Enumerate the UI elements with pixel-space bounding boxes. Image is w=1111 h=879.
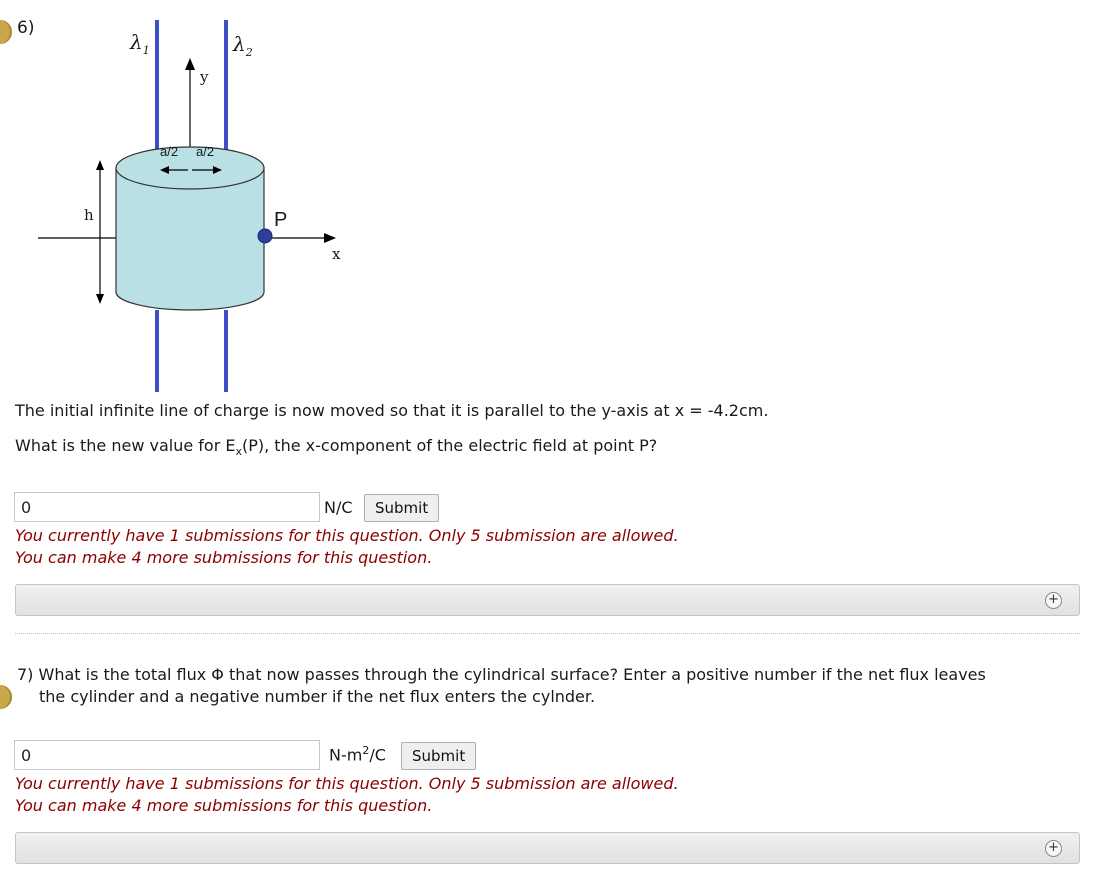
hint-panel[interactable] xyxy=(15,832,1080,864)
answer-input[interactable] xyxy=(14,740,320,770)
answer-input[interactable] xyxy=(14,492,320,522)
x-axis-label: x xyxy=(332,245,341,263)
submission-remaining-message: You can make 4 more submissions for this question. xyxy=(15,796,433,815)
submission-remaining-message: You can make 4 more submissions for this question. xyxy=(15,548,433,567)
point-p-label: P xyxy=(274,209,288,231)
lambda2-label: $\lambda_2$ xyxy=(233,32,253,59)
question-text: The initial infinite line of charge is now moved so that it is parallel to the y-axis at x = -4.2cm. xyxy=(15,401,769,420)
question-text-line1: What is the total flux Φ that now passes through the cylindrical surface? Enter a positive number if the net flux leaves xyxy=(38,665,986,684)
unit-label: N/C xyxy=(324,498,353,517)
question-number: 7) xyxy=(17,665,34,684)
question-number: 6) xyxy=(17,18,35,38)
h-label: h xyxy=(84,206,94,224)
submission-count-message: You currently have 1 submissions for this question. Only 5 submission are allowed. xyxy=(15,774,679,793)
submit-button[interactable]: Submit xyxy=(364,494,439,522)
question-text-line2: the cylinder and a negative number if the net flux enters the cylnder. xyxy=(39,687,596,706)
submission-count-message: You currently have 1 submissions for this question. Only 5 submission are allowed. xyxy=(15,526,679,545)
question-text-2: What is the new value for $E_x(P)$, the x-component of the electric field at point P? xyxy=(15,436,658,459)
plus-circle-icon[interactable]: + xyxy=(1045,592,1062,609)
x-axis-arrow xyxy=(324,233,336,243)
a-half-right-label: a/2 xyxy=(196,144,215,159)
divider xyxy=(15,633,1080,634)
y-axis-label: y xyxy=(200,68,209,86)
point-p xyxy=(258,229,272,243)
question-marker-icon xyxy=(0,20,12,44)
a-half-left-label: a/2 xyxy=(160,144,179,159)
question-marker-icon xyxy=(0,685,12,709)
unit-label: $N-m^2/C$ xyxy=(329,744,386,765)
hint-panel[interactable] xyxy=(15,584,1080,616)
lambda1-label: $\lambda_1$ xyxy=(130,30,150,57)
question-7-text xyxy=(17,664,986,686)
plus-circle-icon[interactable]: + xyxy=(1045,840,1062,857)
submit-button[interactable]: Submit xyxy=(401,742,476,770)
y-axis-arrow xyxy=(185,58,195,70)
cylinder-top xyxy=(116,147,264,189)
cylinder-diagram xyxy=(30,20,350,395)
